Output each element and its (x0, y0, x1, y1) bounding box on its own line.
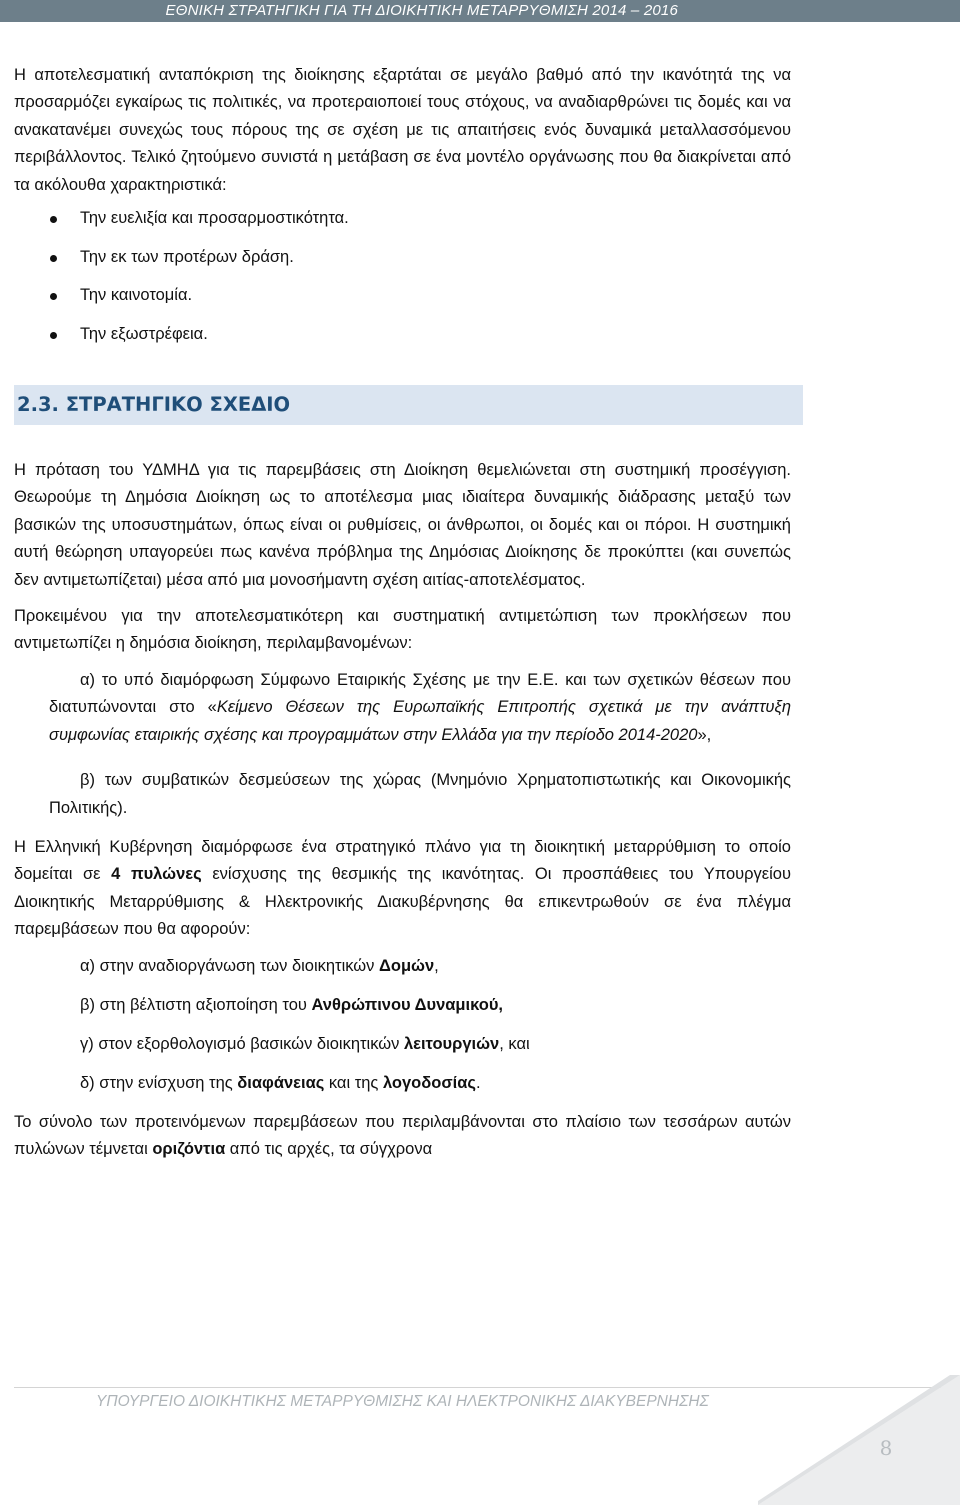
pillars-paragraph-tail: ενίσχυσης της θεσμικής της ικανότητας. Οι προσπάθειες του Υπουργείου Διοικητικής Μεταρρύθμισης & Ηλεκτρονικής Διακυβέρνησης θα επικεντρωθούν σε ένα πλέγμα παρεμβάσεων που θα αφορούν: (14, 865, 792, 939)
closing-lead: Το σύνολο των προτεινόμενων παρεμβάσεων που περιλαμβάνονται στο πλαίσιο των τεσσάρων αυτών πυλώνων τέμνεται (14, 1112, 791, 1158)
pillar-lead: γ) στον εξορθολογισμό βασικών διοικητικών (80, 1034, 404, 1053)
intro-paragraph: Η αποτελεσματική ανταπόκριση της διοίκησης εξαρτάται σε μεγάλο βαθμό από την ικανότητά της να προσαρμόζει εγκαίρως τις πολιτικές, να προτεραιοποιεί τους στόχους, να αναδιαρθρώνει τις δομές και να ανακατανέμει συνεχώς τους πόρους της σε σχέση με τις απαιτήσεις ενός δυναμικά μεταλλασσόμενου περιβάλλοντος. Τελικό ζητούμενο συνιστά η μετάβαση σε ένα μοντέλο οργάνωσης που θα διακρίνεται από τα ακόλουθα χαρακτηριστικά: (14, 66, 791, 194)
partnership-item-tail: », (697, 725, 712, 744)
pillars-paragraph (14, 834, 791, 944)
footer-ministry-name: ΥΠΟΥΡΓΕΙΟ ΔΙΟΙΚΗΤΙΚΗΣ ΜΕΤΑΡΡΥΘΜΙΣΗΣ ΚΑΙ ΗΛΕΚΤΡΟΝΙΚΗΣ ΔΙΑΚΥΒΕΡΝΗΣΗΣ (96, 1393, 709, 1410)
pillars-list (14, 953, 791, 1109)
pillar-lead: β) στη βέλτιστη αξιοποίηση του (80, 995, 312, 1014)
list-item (80, 953, 791, 992)
pillar-mid: και της (324, 1073, 383, 1092)
commitments-item (14, 767, 791, 822)
pillar-bold: Ανθρώπινου Δυναμικού, (311, 995, 504, 1014)
page-number: 8 (879, 1436, 893, 1460)
page-corner-decoration (758, 1375, 960, 1505)
header-bar (0, 0, 960, 22)
list-item (14, 282, 791, 321)
bullet-icon (50, 293, 57, 300)
list-item (14, 244, 791, 283)
list-item-text: Την εξωστρέφεια. (80, 324, 208, 343)
pillar-tail: , και (499, 1034, 530, 1053)
challenges-paragraph: Προκειμένου για την αποτελεσματικότερη και συστηματική αντιμετώπιση των προκλήσεων που αντιμετωπίζει η δημόσια διοίκηση, περιλαμβανομένων: (14, 607, 791, 653)
bullet-icon (50, 216, 57, 223)
list-item-text: Την καινοτομία. (80, 286, 193, 305)
pillar-tail: . (475, 1073, 481, 1092)
list-item (80, 1070, 791, 1109)
section-heading: 2.3. ΣΤΡΑΤΗΓΙΚΟ ΣΧΕΔΙΟ (14, 385, 803, 425)
page-content (14, 62, 791, 1163)
pillar-bold: διαφάνειας (237, 1073, 325, 1092)
pillar-bold-2: λογοδοσίας (382, 1073, 476, 1092)
pillar-bold: Δομών (379, 956, 435, 975)
list-item-text: Την ευελιξία και προσαρμοστικότητα. (80, 209, 349, 228)
pillar-bold: λειτουργιών (403, 1034, 500, 1053)
closing-tail: από τις αρχές, τα σύγχρονα (225, 1139, 433, 1158)
pillars-paragraph-lead: Η Ελληνική Κυβέρνηση διαμόρφωσε ένα στρατηγικό πλάνο για τη διοικητική μεταρρύθμιση το οποίο δομείται σε (14, 837, 791, 884)
pillar-lead: α) στην αναδιοργάνωση των διοικητικών (80, 956, 380, 975)
closing-bold: οριζόντια (152, 1139, 226, 1158)
horizontal-principles-paragraph (14, 1109, 791, 1164)
running-header-title: ΕΘΝΙΚΗ ΣΤΡΑΤΗΓΙΚΗ ΓΙΑ ΤΗ ΔΙΟΙΚΗΤΙΚΗ ΜΕΤΑΡΡΥΘΜΙΣΗ 2014 – 2016 (165, 2, 678, 19)
partnership-item-lead: α) το υπό διαμόρφωση Σύμφωνο Εταιρικής Σχέσης με την Ε.Ε. και των σχετικών θέσεων που διατυπώνονται στο « (49, 670, 791, 717)
pillar-lead: δ) στην ενίσχυση της (80, 1073, 238, 1092)
characteristics-list (14, 205, 791, 359)
bullet-icon (50, 255, 57, 262)
pillars-paragraph-bold: 4 πυλώνες (111, 865, 202, 884)
partnership-item-italic: Κείμενο Θέσεων της Ευρωπαϊκής Επιτροπής σχετικά με την ανάπτυξη συμφωνίας εταιρικής σχέσης και προγραμμάτων στην Ελλάδα για την περίοδο 2014-2020 (49, 698, 791, 744)
list-item (14, 205, 791, 244)
systemic-approach-paragraph: Η πρόταση του ΥΔΜΗΔ για τις παρεμβάσεις στη Διοίκηση θεμελιώνεται στη συστημική προσέγγιση. Θεωρούμε τη Δημόσια Διοίκηση ως το αποτέλεσμα μιας ιδιαίτερα δυναμικής διάδρασης μεταξύ των βασικών της υποσυστημάτων, όπως είναι οι ρυθμίσεις, οι άνθρωποι, οι δομές και οι πόροι. Η συστημική αυτή θεώρηση υπαγορεύει πως κανένα πρόβλημα της Δημόσιας Διοίκησης δε προκύπτει (και συνεπώς δεν αντιμετωπίζεται) μέσα από μια μονοσήμαντη σχέση αιτίας-αποτελέσματος. (14, 461, 791, 589)
list-item-text: Την εκ των προτέρων δράση. (80, 247, 294, 266)
partnership-item (14, 667, 791, 749)
list-item (80, 992, 791, 1031)
list-item (14, 321, 791, 360)
pillar-tail: , (434, 956, 439, 975)
bullet-icon (50, 332, 57, 339)
commitments-item-text: β) των συμβατικών δεσμεύσεων της χώρας (Μνημόνιο Χρηματοπιστωτικής και Οικονομικής Πολιτικής). (49, 771, 791, 817)
list-item (80, 1031, 791, 1070)
